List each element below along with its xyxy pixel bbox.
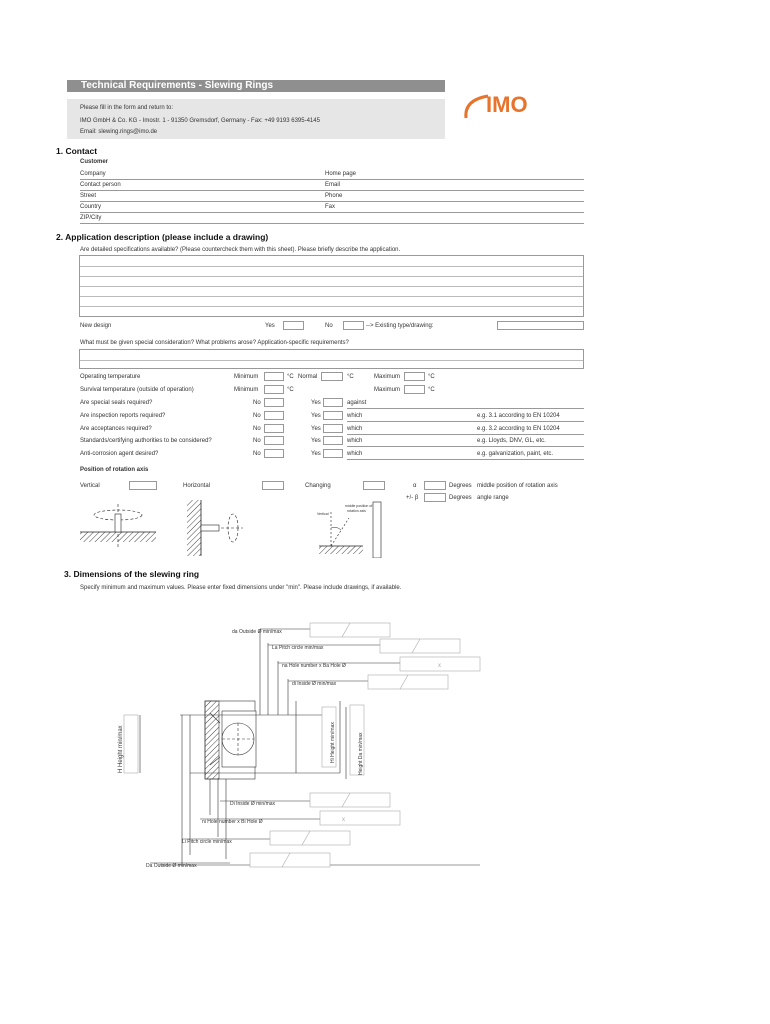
contact-field-label: Contact person	[80, 182, 121, 188]
surv-min-unit: °C	[287, 387, 294, 393]
na-x-mark: x	[438, 663, 441, 669]
horizontal-label: Horizontal	[183, 483, 211, 489]
considerations-area[interactable]	[79, 349, 584, 369]
new-design-no-box[interactable]	[343, 321, 364, 330]
requirement-no-box[interactable]	[264, 449, 284, 458]
requirement-label: Are inspection reports required?	[80, 412, 166, 419]
operating-temp-label: Operating temperature	[80, 374, 141, 380]
ni-holes-field[interactable]	[320, 811, 400, 825]
alpha-degrees: Degrees	[449, 483, 472, 489]
survival-temp-label: Survival temperature (outside of operation)	[80, 387, 194, 393]
la-pitch-label: La Pitch circle min/max	[272, 645, 324, 651]
h-height-label: H Height min/max	[118, 725, 124, 773]
di-inside-bottom-field[interactable]	[310, 793, 390, 807]
contact-field-label: Phone	[325, 193, 343, 199]
contact-field-line[interactable]	[365, 190, 584, 191]
diag-vertical-text: Vertical	[317, 512, 329, 516]
requirement-no-box[interactable]	[264, 436, 284, 445]
height-da-label: Height Da min/max	[358, 732, 364, 775]
la-pitch-field[interactable]	[380, 639, 460, 653]
do-outside-field[interactable]	[250, 853, 330, 867]
requirement-detail-label: which	[347, 412, 363, 419]
contact-field-label: Street	[80, 193, 97, 199]
vertical-axis-diagram	[80, 500, 160, 552]
requirement-no-label: No	[253, 438, 261, 445]
requirement-no-box[interactable]	[264, 398, 284, 407]
op-min-field[interactable]	[264, 372, 284, 381]
requirement-yes-label: Yes	[311, 438, 321, 445]
surv-max-field[interactable]	[404, 385, 425, 394]
existing-type-label: --> Existing type/drawing:	[366, 323, 434, 329]
contact-field-label: Email	[325, 182, 341, 188]
contact-field-line[interactable]	[365, 179, 584, 180]
requirement-detail-label: which	[347, 438, 363, 445]
requirement-no-box[interactable]	[264, 424, 284, 433]
requirement-detail-line[interactable]	[347, 459, 584, 460]
requirement-yes-label: Yes	[311, 425, 321, 432]
contact-field-label: Country	[80, 204, 102, 210]
requirement-yes-box[interactable]	[323, 424, 343, 433]
requirement-label: Anti-corrosion agent desired?	[80, 451, 159, 458]
new-design-yes-box[interactable]	[283, 321, 304, 330]
changing-axis-diagram	[305, 500, 385, 558]
requirement-yes-box[interactable]	[323, 436, 343, 445]
da-outside-field[interactable]	[310, 623, 390, 637]
contact-row-rule	[80, 223, 584, 224]
dimensions-heading: 3. Dimensions of the slewing ring	[64, 569, 200, 579]
contact-field-label: ZIP/City	[80, 215, 102, 221]
rotation-axis-heading: Position of rotation axis	[80, 467, 149, 473]
logo-text: IMO	[486, 92, 528, 117]
surv-min-field[interactable]	[264, 385, 284, 394]
specs-question: Are detailed specifications available? (Please countercheck them with this sheet). Please briefly describe the application.	[80, 247, 401, 253]
diag-middle-text: middle position of	[345, 504, 373, 508]
di-inside-label: di Inside Ø min/max	[292, 681, 337, 687]
dimensions-instruction: Specify minimum and maximum values. Please enter fixed dimensions under "min". Please include drawings, if available.	[80, 585, 402, 591]
vertical-label: Vertical	[80, 483, 100, 489]
contact-field-label: Fax	[325, 204, 336, 210]
horizontal-axis-diagram	[183, 498, 253, 558]
requirement-label: Are acceptances required?	[80, 425, 152, 432]
contact-field-label: Home page	[325, 171, 357, 177]
requirement-no-label: No	[253, 451, 261, 458]
requirement-no-box[interactable]	[264, 411, 284, 420]
alpha-field[interactable]	[424, 481, 446, 490]
na-holes-label: na Hole number x Ba Hole Ø	[282, 663, 346, 669]
form-title-banner	[67, 80, 445, 92]
requirement-detail-line[interactable]	[347, 421, 584, 422]
di-inside-field[interactable]	[368, 675, 448, 689]
op-max-field[interactable]	[404, 372, 425, 381]
requirement-label: Standards/certifying authorities to be considered?	[80, 438, 212, 445]
new-design-label: New design	[80, 323, 112, 329]
beta-field[interactable]	[424, 493, 446, 502]
requirement-yes-label: Yes	[311, 400, 321, 406]
logo-swoosh	[466, 96, 488, 118]
beta-label: +/- β	[406, 495, 419, 501]
middle-position-label: middle position of rotation axis	[477, 483, 558, 489]
requirement-detail-line[interactable]	[347, 434, 584, 435]
contact-field-label: Company	[80, 171, 106, 177]
contact-field-line[interactable]	[365, 212, 584, 213]
requirement-note: e.g. galvanization, paint, etc.	[477, 451, 554, 458]
requirement-note: e.g. Lloyds, DNV, GL, etc.	[477, 438, 546, 445]
return-address: IMO GmbH & Co. KG - Imostr. 1 - 91350 Gremsdorf, Germany - Fax: +49 9193 6395-4145	[80, 118, 320, 124]
op-max-label: Maximum	[374, 374, 401, 380]
angle-range-label: angle range	[477, 495, 509, 501]
slewing-ring-dimension-drawing	[110, 615, 490, 875]
return-email: Email: slewing.rings@imo.de	[80, 129, 158, 135]
requirement-no-label: No	[253, 425, 261, 432]
requirement-detail-label: which	[347, 425, 363, 432]
requirement-note: e.g. 3.2 according to EN 10204	[477, 425, 560, 432]
contact-heading: 1. Contact	[56, 146, 98, 156]
di-inside-bottom-label: Di Inside Ø min/max	[230, 801, 276, 807]
h-height-field[interactable]	[124, 715, 138, 773]
alpha-label: α	[413, 483, 417, 489]
surv-max-label: Maximum	[374, 387, 401, 393]
op-normal-unit: °C	[347, 374, 354, 380]
requirement-yes-label: Yes	[311, 412, 321, 419]
requirement-detail-label: which	[347, 451, 363, 458]
requirement-yes-box[interactable]	[323, 398, 343, 407]
surv-max-unit: °C	[428, 387, 435, 393]
requirement-no-label: No	[253, 412, 261, 419]
requirement-yes-label: Yes	[311, 451, 321, 458]
contact-field-line[interactable]	[365, 201, 584, 202]
beta-degrees: Degrees	[449, 495, 472, 501]
requirement-yes-box[interactable]	[323, 449, 343, 458]
ni-x-mark: x	[342, 817, 345, 823]
application-heading: 2. Application description (please include a drawing)	[56, 232, 269, 242]
return-instructions: Please fill in the form and return to:	[80, 105, 174, 111]
li-pitch-label: Li Pitch circle min/max	[182, 839, 232, 845]
requirement-detail-line[interactable]	[347, 408, 584, 409]
application-description-area[interactable]	[79, 255, 584, 317]
do-outside-label: Da Outside Ø min/max	[146, 863, 197, 869]
requirement-no-label: No	[253, 400, 261, 406]
op-min-unit: °C	[287, 374, 294, 380]
requirement-label: Are special seals required?	[80, 400, 153, 406]
changing-box[interactable]	[363, 481, 385, 490]
form-title: Technical Requirements - Slewing Rings	[81, 80, 274, 91]
new-design-yes-label: Yes	[265, 323, 275, 329]
vertical-box[interactable]	[129, 481, 157, 490]
op-min-label: Minimum	[234, 374, 259, 380]
imo-logo	[458, 88, 558, 124]
ni-holes-label: ni Hole number x Bi Hole Ø	[202, 819, 263, 825]
li-pitch-field[interactable]	[270, 831, 350, 845]
requirement-detail-label: against	[347, 400, 367, 406]
existing-type-field[interactable]	[497, 321, 584, 330]
customer-subheading: Customer	[80, 159, 109, 165]
requirement-detail-line[interactable]	[347, 446, 584, 447]
op-normal-field[interactable]	[321, 372, 343, 381]
horizontal-box[interactable]	[262, 481, 284, 490]
requirement-yes-box[interactable]	[323, 411, 343, 420]
diag-rotation-text: rotation axis	[347, 509, 366, 513]
op-max-unit: °C	[428, 374, 435, 380]
considerations-question: What must be given special consideration? What problems arose? Application-specific requirements?	[80, 340, 349, 346]
changing-label: Changing	[305, 483, 331, 489]
op-normal-label: Normal	[298, 374, 318, 380]
hi-height-label: Hi Height min/max	[330, 722, 336, 763]
surv-min-label: Minimum	[234, 387, 259, 393]
da-outside-label: da Outside Ø min/max	[232, 629, 282, 635]
new-design-no-label: No	[325, 323, 333, 329]
requirement-note: e.g. 3.1 according to EN 10204	[477, 412, 560, 419]
